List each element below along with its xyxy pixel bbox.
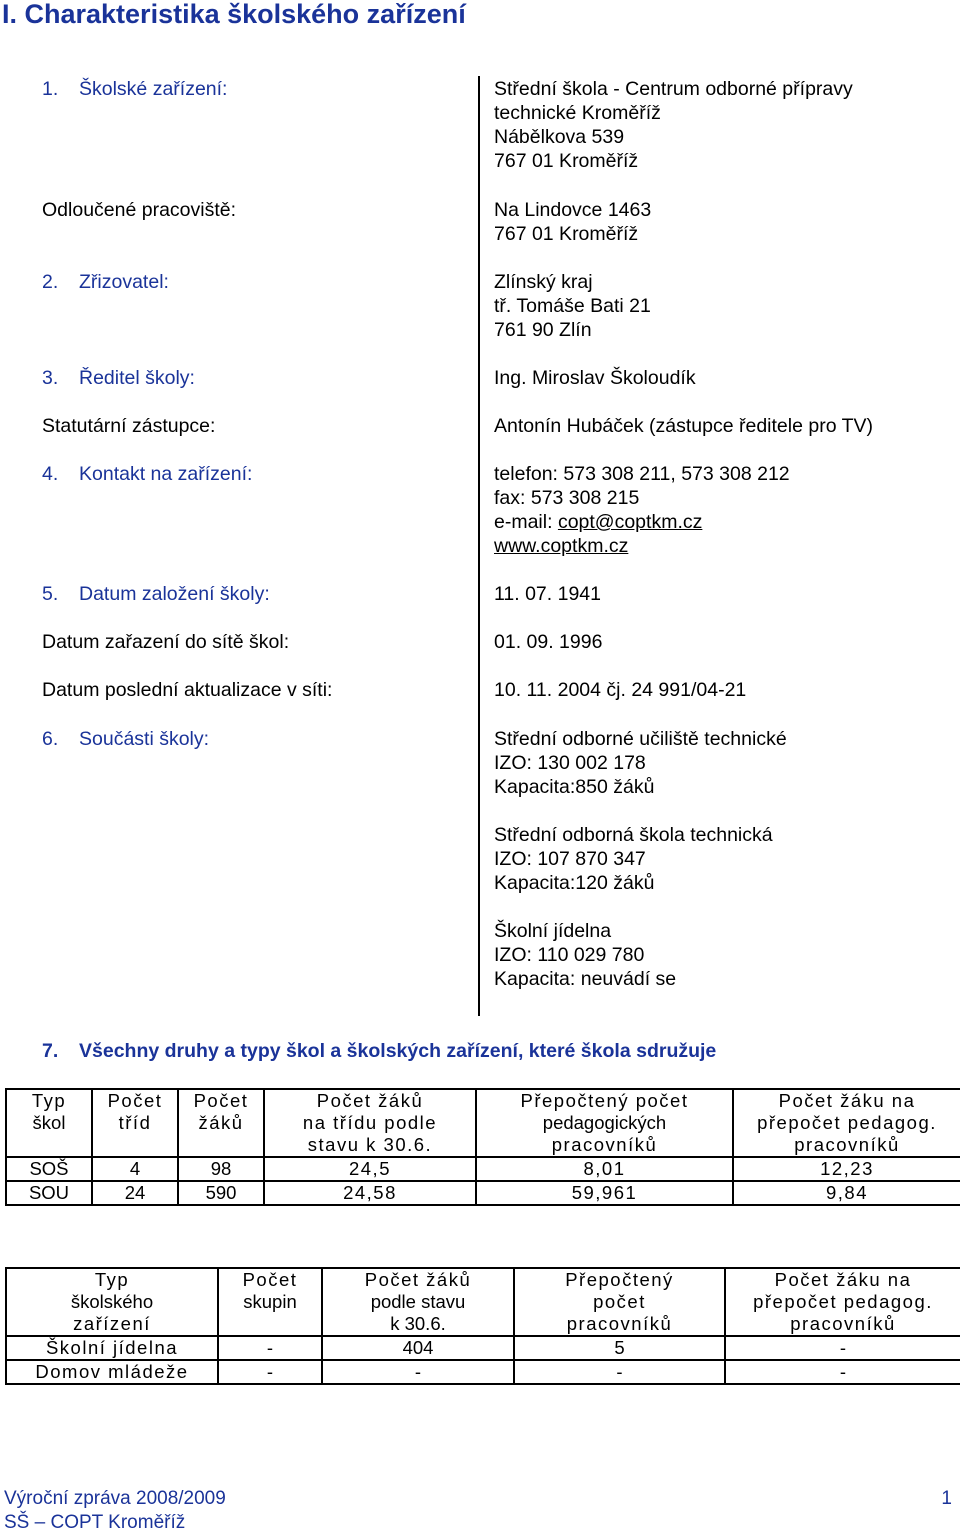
section-5-label: Datum založení školy: (79, 583, 270, 605)
table-header-cell: podle stavu (322, 1291, 514, 1313)
section-5-number: 5. (42, 583, 59, 605)
table-header-cell: Počet (178, 1089, 264, 1112)
section-7-number: 7. (42, 1040, 59, 1062)
footer-page-number: 1 (941, 1488, 952, 1509)
school-part-2 (494, 823, 773, 895)
contact-web-row (494, 534, 790, 558)
table-header-row (6, 1268, 960, 1291)
table-row (6, 1360, 960, 1384)
table-header-cell: žáků (178, 1112, 264, 1134)
founder-address-line: 761 90 Zlín (494, 319, 592, 341)
table-header-cell: školského (6, 1291, 218, 1313)
table-cell: 9,84 (733, 1181, 960, 1205)
table-header-row (6, 1291, 960, 1313)
founding-date: 11. 07. 1941 (494, 583, 601, 605)
table-cell: 404 (322, 1336, 514, 1360)
table-header-cell (92, 1134, 178, 1157)
table-header-cell: Typ (6, 1089, 92, 1112)
school-address-line: 767 01 Kroměříž (494, 150, 639, 172)
column-divider (478, 76, 480, 1016)
school-part-name: Střední odborné učiliště technické (494, 728, 787, 750)
schools-table (5, 1088, 960, 1206)
school-address-line: Střední škola - Centrum odborné přípravy (494, 78, 853, 100)
table-cell: 98 (178, 1157, 264, 1181)
table-header-cell: přepočet pedagog. (733, 1112, 960, 1134)
statutory-name: Antonín Hubáček (zástupce ředitele pro TV) (494, 415, 874, 437)
section-7-label: Všechny druhy a typy škol a školských zařízení, které škola sdružuje (79, 1040, 717, 1062)
table-header-cell: Počet (218, 1268, 322, 1291)
table-header-cell: Přepočtený (514, 1268, 725, 1291)
table-header-cell: skupin (218, 1291, 322, 1313)
contact-email-link[interactable]: copt@coptkm.cz (557, 511, 703, 533)
table-header-cell: pedagogických (476, 1112, 733, 1134)
school-part-3 (494, 919, 676, 991)
section-6-label: Součásti školy: (79, 728, 210, 750)
table-row (6, 1181, 960, 1205)
table-cell: 5 (514, 1336, 725, 1360)
branch-address (494, 198, 651, 246)
table-cell: - (218, 1360, 322, 1384)
school-address (494, 77, 853, 173)
section-2-label: Zřizovatel: (79, 271, 169, 293)
table-header-row (6, 1134, 960, 1157)
table-header-cell: Typ (6, 1268, 218, 1291)
table-cell: Domov mládeže (6, 1360, 218, 1384)
school-part-1 (494, 727, 787, 799)
table-cell: Školní jídelna (6, 1336, 218, 1360)
contact-email-row (494, 510, 790, 534)
table-header-cell: na třídu podle (264, 1112, 476, 1134)
school-address-line: Nábělkova 539 (494, 126, 625, 148)
table-header-cell: pracovníků (725, 1313, 960, 1336)
table-cell: - (725, 1336, 960, 1360)
network-date-label: Datum zařazení do sítě škol: (42, 631, 290, 653)
branch-address-line: Na Lindovce 1463 (494, 199, 652, 221)
school-address-line: technické Kroměříž (494, 102, 661, 124)
table-row (6, 1157, 960, 1181)
table-header-cell: stavu k 30.6. (264, 1134, 476, 1157)
table-header-row (6, 1089, 960, 1112)
branch-address-line: 767 01 Kroměříž (494, 223, 639, 245)
section-1-number: 1. (42, 78, 59, 100)
section-3-number: 3. (42, 367, 59, 389)
table-cell: 24 (92, 1181, 178, 1205)
table-header-cell: pracovníků (514, 1313, 725, 1336)
table-cell: 8,01 (476, 1157, 733, 1181)
contact-phone: telefon: 573 308 211, 573 308 212 (494, 463, 790, 485)
table-cell: SOU (6, 1181, 92, 1205)
school-part-capacity: Kapacita:850 žáků (494, 776, 655, 798)
table-cell: 12,23 (733, 1157, 960, 1181)
table-header-cell: pracovníků (733, 1134, 960, 1157)
facilities-table (5, 1267, 960, 1385)
table-row (6, 1336, 960, 1360)
school-part-name: Školní jídelna (494, 920, 612, 942)
section-3-label: Ředitel školy: (79, 367, 195, 389)
school-part-capacity: Kapacita: neuvádí se (494, 968, 677, 990)
contact-fax: fax: 573 308 215 (494, 487, 640, 509)
table-header-cell: škol (6, 1112, 92, 1134)
table-cell: 24,58 (264, 1181, 476, 1205)
table-cell: - (218, 1336, 322, 1360)
section-6-number: 6. (42, 728, 59, 750)
table-header-cell: zařízení (6, 1313, 218, 1336)
table-header-row (6, 1313, 960, 1336)
founder-address (494, 270, 651, 342)
update-date: 10. 11. 2004 čj. 24 991/04-21 (494, 679, 747, 701)
network-date: 01. 09. 1996 (494, 631, 603, 653)
founder-address-line: Zlínský kraj (494, 271, 593, 293)
table-header-cell: Počet žáků (264, 1089, 476, 1112)
director-name: Ing. Miroslav Školoudík (494, 367, 696, 389)
founder-address-line: tř. Tomáše Bati 21 (494, 295, 651, 317)
table-header-cell: Počet (92, 1089, 178, 1112)
table-header-cell: Počet žáků (322, 1268, 514, 1291)
school-part-izo: IZO: 110 029 780 (494, 944, 645, 966)
contact-email-prefix: e-mail: (494, 511, 558, 533)
table-cell: - (322, 1360, 514, 1384)
section-2-number: 2. (42, 271, 59, 293)
table-header-cell: přepočet pedagog. (725, 1291, 960, 1313)
school-part-name: Střední odborná škola technická (494, 824, 773, 846)
footer-school-name: SŠ – COPT Kroměříž (4, 1512, 186, 1533)
section-1-label: Školské zařízení: (79, 78, 228, 100)
contact-info (494, 462, 790, 558)
section-4-label: Kontakt na zařízení: (79, 463, 253, 485)
update-date-label: Datum poslední aktualizace v síti: (42, 679, 333, 701)
statutory-label: Statutární zástupce: (42, 415, 216, 437)
table-header-cell: Počet žáku na (725, 1268, 960, 1291)
table-header-cell: Počet žáku na (733, 1089, 960, 1112)
table-cell: - (725, 1360, 960, 1384)
table-cell: 4 (92, 1157, 178, 1181)
school-part-izo: IZO: 107 870 347 (494, 848, 646, 870)
table-header-cell (218, 1313, 322, 1336)
page-heading: I. Charakteristika školského zařízení (2, 0, 466, 29)
table-cell: - (514, 1360, 725, 1384)
table-header-cell: tříd (92, 1112, 178, 1134)
table-header-cell: počet (514, 1291, 725, 1313)
table-cell: SOŠ (6, 1157, 92, 1181)
table-header-cell: Přepočtený počet (476, 1089, 733, 1112)
table-cell: 59,961 (476, 1181, 733, 1205)
table-header-row (6, 1112, 960, 1134)
table-header-cell (6, 1134, 92, 1157)
school-part-izo: IZO: 130 002 178 (494, 752, 646, 774)
section-4-number: 4. (42, 463, 59, 485)
table-header-cell (178, 1134, 264, 1157)
contact-web-link[interactable]: www.coptkm.cz (494, 535, 629, 557)
table-header-cell: k 30.6. (322, 1313, 514, 1336)
school-part-capacity: Kapacita:120 žáků (494, 872, 655, 894)
table-cell: 590 (178, 1181, 264, 1205)
table-header-cell: pracovníků (476, 1134, 733, 1157)
branch-label: Odloučené pracoviště: (42, 199, 237, 221)
footer-report-title: Výroční zpráva 2008/2009 (4, 1488, 226, 1509)
table-cell: 24,5 (264, 1157, 476, 1181)
